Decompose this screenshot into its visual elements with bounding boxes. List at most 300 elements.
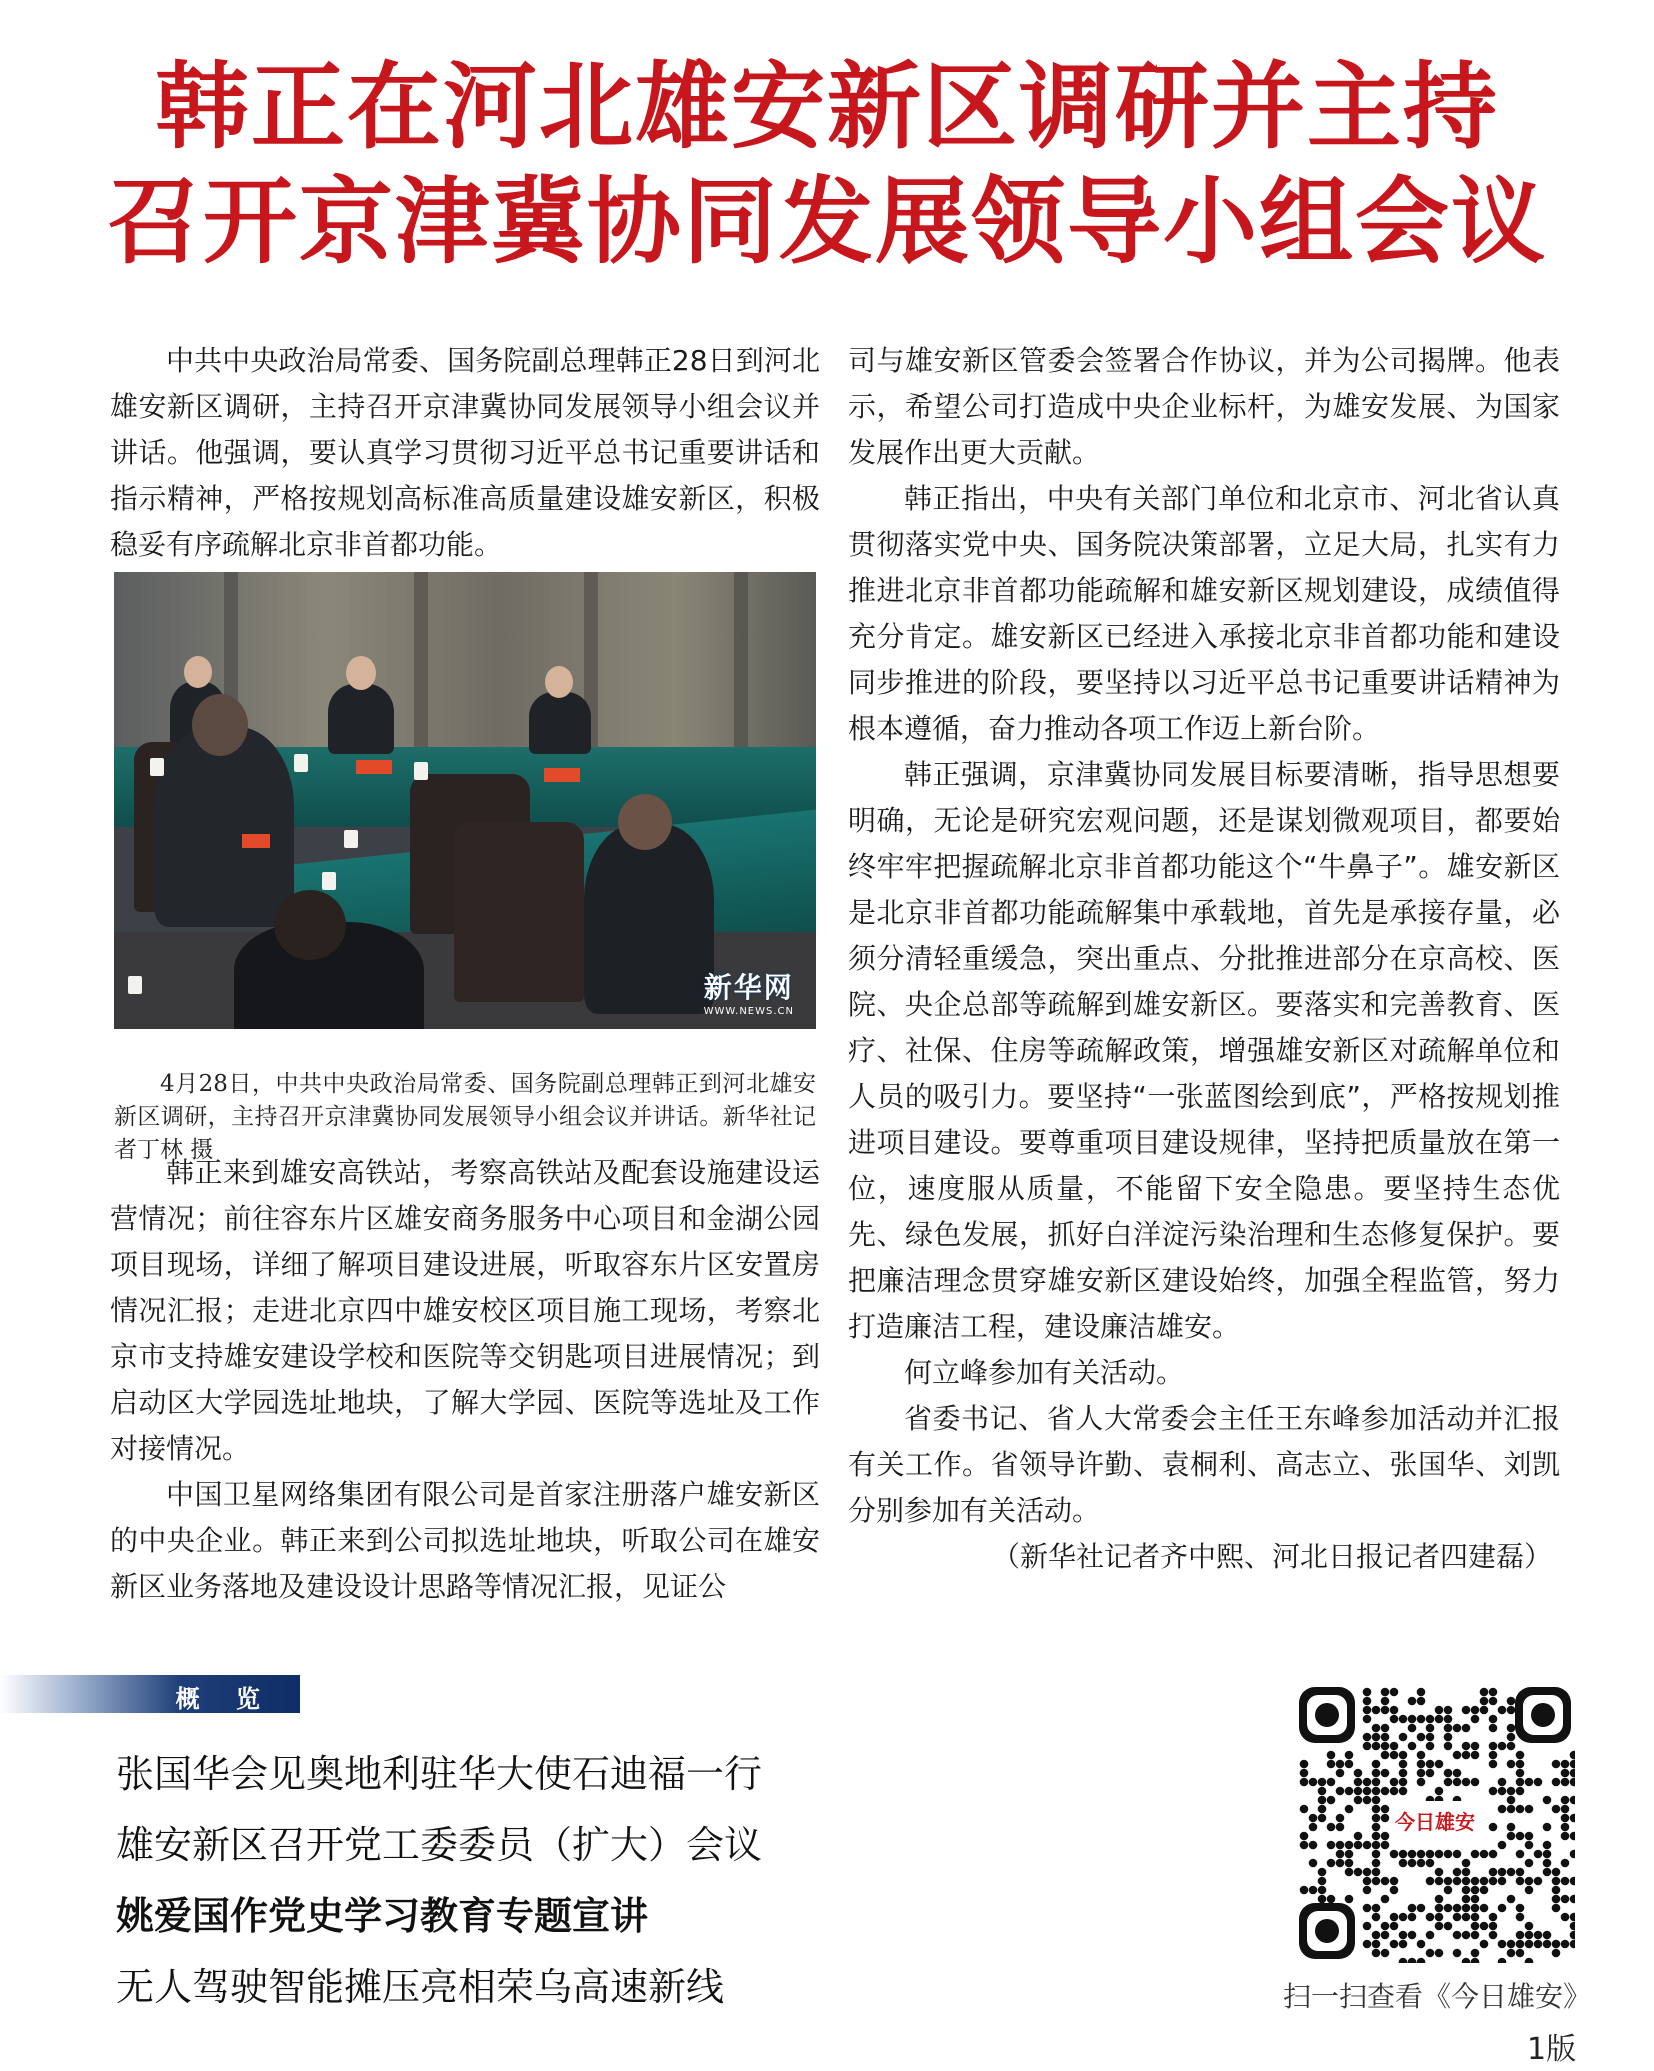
photo-caption: 4月28日，中共中央政治局常委、国务院副总理韩正到河北雄安新区调研，主持召开京津冀协同发展领导小组会议并讲话。新华社记者丁林 摄 <box>114 1071 816 1163</box>
qr-module <box>1399 1931 1408 1940</box>
photo-person <box>529 692 591 754</box>
qr-module <box>1372 1832 1381 1841</box>
qr-module <box>1471 1931 1480 1940</box>
qr-module <box>1408 1904 1417 1913</box>
qr-module <box>1390 1706 1399 1715</box>
qr-module <box>1372 1742 1381 1751</box>
qr-module <box>1372 1706 1381 1715</box>
qr-module <box>1516 1931 1525 1940</box>
qr-module <box>1444 1706 1453 1715</box>
qr-module <box>1336 1823 1345 1832</box>
qr-module <box>1345 1868 1354 1877</box>
qr-module <box>1381 1769 1390 1778</box>
qr-module <box>1399 1751 1408 1760</box>
qr-module <box>1363 1688 1372 1697</box>
qr-module <box>1426 1859 1435 1868</box>
qr-module <box>1507 1949 1516 1958</box>
qr-module <box>1498 1868 1507 1877</box>
qr-module <box>1381 1922 1390 1931</box>
qr-module <box>1561 1814 1570 1823</box>
qr-module <box>1444 1769 1453 1778</box>
qr-module <box>1444 1715 1453 1724</box>
overview-headline-link[interactable]: 张国华会见奥地利驻华大使石迪福一行 <box>116 1752 763 1796</box>
photo-cup <box>414 762 428 780</box>
qr-module <box>1318 1778 1327 1787</box>
qr-module <box>1489 1868 1498 1877</box>
qr-module <box>1471 1850 1480 1859</box>
qr-module <box>1561 1805 1570 1814</box>
qr-module <box>1363 1778 1372 1787</box>
overview-headline-link[interactable]: 姚爱国作党史学习教育专题宣讲 <box>116 1894 649 1938</box>
photo-name-card <box>242 834 270 848</box>
qr-module <box>1480 1904 1489 1913</box>
qr-module <box>1372 1877 1381 1886</box>
qr-module <box>1543 1850 1552 1859</box>
qr-module <box>1471 1877 1480 1886</box>
overview-headline-link[interactable]: 雄安新区召开党工委委员（扩大）会议 <box>116 1823 763 1867</box>
photo-watermark-text: 新华网 <box>703 971 794 1004</box>
qr-module <box>1480 1886 1489 1895</box>
qr-module <box>1534 1850 1543 1859</box>
qr-module <box>1462 1913 1471 1922</box>
qr-module <box>1390 1742 1399 1751</box>
qr-module <box>1399 1760 1408 1769</box>
qr-module <box>1498 1904 1507 1913</box>
qr-module <box>1417 1904 1426 1913</box>
qr-module <box>1462 1895 1471 1904</box>
qr-module <box>1390 1688 1399 1697</box>
overview-section-label <box>0 1675 300 1713</box>
photo-person-head <box>618 794 672 850</box>
qr-module <box>1561 1796 1570 1805</box>
photo-cup <box>344 830 358 848</box>
qr-module <box>1525 1805 1534 1814</box>
qr-module <box>1426 1769 1435 1778</box>
qr-module <box>1354 1832 1363 1841</box>
qr-module <box>1417 1940 1426 1949</box>
qr-module <box>1561 1823 1570 1832</box>
qr-module <box>1453 1877 1462 1886</box>
qr-module <box>1525 1931 1534 1940</box>
qr-code[interactable] <box>1295 1683 1575 1963</box>
qr-module <box>1336 1841 1345 1850</box>
qr-module <box>1381 1724 1390 1733</box>
qr-module <box>1327 1841 1336 1850</box>
qr-module <box>1327 1823 1336 1832</box>
qr-module <box>1444 1724 1453 1733</box>
qr-module <box>1354 1841 1363 1850</box>
qr-module <box>1534 1931 1543 1940</box>
qr-module <box>1552 1868 1561 1877</box>
qr-module <box>1399 1778 1408 1787</box>
qr-module <box>1435 1904 1444 1913</box>
photo-name-card <box>544 768 580 782</box>
qr-module <box>1372 1940 1381 1949</box>
photo-cup <box>294 754 308 772</box>
qr-module <box>1498 1742 1507 1751</box>
qr-module <box>1417 1769 1426 1778</box>
qr-module <box>1498 1778 1507 1787</box>
qr-module <box>1471 1895 1480 1904</box>
qr-module <box>1453 1949 1462 1958</box>
qr-module <box>1561 1769 1570 1778</box>
qr-module <box>1372 1949 1381 1958</box>
qr-module <box>1543 1859 1552 1868</box>
qr-module <box>1390 1913 1399 1922</box>
qr-module <box>1417 1697 1426 1706</box>
qr-module <box>1309 1814 1318 1823</box>
qr-module <box>1372 1769 1381 1778</box>
qr-module <box>1453 1751 1462 1760</box>
article-paragraph: 省委书记、省人大常委会主任王东峰参加活动并汇报有关工作。省领导许勤、袁桐利、高志立、张国华、刘凯分别参加有关活动。 <box>848 1402 1560 1527</box>
qr-module <box>1381 1742 1390 1751</box>
qr-module <box>1372 1850 1381 1859</box>
qr-module <box>1426 1877 1435 1886</box>
qr-module <box>1426 1724 1435 1733</box>
qr-module <box>1444 1922 1453 1931</box>
qr-module <box>1381 1877 1390 1886</box>
qr-module <box>1561 1895 1570 1904</box>
qr-module <box>1372 1787 1381 1796</box>
qr-module <box>1363 1706 1372 1715</box>
qr-module <box>1363 1742 1372 1751</box>
qr-module <box>1381 1895 1390 1904</box>
qr-module <box>1516 1805 1525 1814</box>
qr-module <box>1435 1787 1444 1796</box>
qr-module <box>1336 1850 1345 1859</box>
qr-module <box>1453 1769 1462 1778</box>
qr-module <box>1516 1868 1525 1877</box>
qr-module <box>1471 1904 1480 1913</box>
qr-module <box>1390 1778 1399 1787</box>
qr-module <box>1309 1841 1318 1850</box>
qr-module <box>1417 1760 1426 1769</box>
qr-module <box>1480 1877 1489 1886</box>
qr-module <box>1399 1769 1408 1778</box>
qr-module <box>1300 1841 1309 1850</box>
qr-module <box>1453 1931 1462 1940</box>
qr-module <box>1516 1850 1525 1859</box>
qr-module <box>1426 1850 1435 1859</box>
qr-module <box>1525 1841 1534 1850</box>
qr-module <box>1381 1814 1390 1823</box>
qr-module <box>1300 1760 1309 1769</box>
qr-module <box>1552 1805 1561 1814</box>
qr-module <box>1471 1742 1480 1751</box>
photo-person-head <box>184 656 212 688</box>
article-paragraph: 中国卫星网络集团有限公司是首家注册落户雄安新区的中央企业。韩正来到公司拟选址地块，听取公司在雄安新区业务落地及建设设计思路等情况汇报，见证公 <box>110 1478 820 1603</box>
qr-module <box>1561 1877 1570 1886</box>
qr-module <box>1552 1949 1561 1958</box>
qr-module <box>1435 1949 1444 1958</box>
photo-cup <box>150 758 164 776</box>
photo-person <box>584 824 714 1014</box>
qr-module <box>1372 1931 1381 1940</box>
qr-module <box>1381 1931 1390 1940</box>
qr-module <box>1507 1805 1516 1814</box>
qr-module <box>1552 1904 1561 1913</box>
qr-module <box>1444 1904 1453 1913</box>
qr-module <box>1453 1778 1462 1787</box>
qr-module <box>1435 1913 1444 1922</box>
article-paragraph: 韩正来到雄安高铁站，考察高铁站及配套设施建设运营情况；前往容东片区雄安商务服务中心项目和金湖公园项目现场，详细了解项目建设进展，听取容东片区安置房情况汇报；走进北京四中雄安校区项目施工现场，考察北京市支持雄安建设学校和医院等交钥匙项目进展情况；到启动区大学园选址地块，了解大学园、医院等选址及工作对接情况。 <box>110 1156 820 1465</box>
article-paragraph: 韩正强调，京津冀协同发展目标要清晰，指导思想要明确，无论是研究宏观问题，还是谋划微观项目，都要始终牢牢把握疏解北京非首都功能这个“牛鼻子”。雄安新区是北京非首都功能疏解集中承载地，首先是承接存量，必须分清轻重缓急，突出重点、分批推进部分在京高校、医院、央企总部等疏解到雄安新区。要落实和完善教育、医疗、社保、住房等疏解政策，增强雄安新区对疏解单位和人员的吸引力。要坚持“一张蓝图绘到底”，严格按规划推进项目建设。要尊重项目建设规律，坚持把质量放在第一位，速度服从质量，不能留下安全隐患。要坚持生态优先、绿色发展，抓好白洋淀污染治理和生态修复保护。要把廉洁理念贯穿雄安新区建设始终，加强全程监管，努力打造廉洁工程，建设廉洁雄安。 <box>848 758 1560 1343</box>
qr-module <box>1372 1778 1381 1787</box>
qr-module <box>1471 1913 1480 1922</box>
photo-cup <box>128 976 142 994</box>
qr-module <box>1453 1850 1462 1859</box>
qr-module <box>1498 1877 1507 1886</box>
qr-module <box>1543 1796 1552 1805</box>
qr-module <box>1561 1859 1570 1868</box>
qr-module <box>1507 1733 1516 1742</box>
qr-module <box>1462 1868 1471 1877</box>
article-paragraph: 何立峰参加有关活动。 <box>904 1356 1185 1389</box>
photo-name-card <box>356 760 392 774</box>
qr-module <box>1552 1778 1561 1787</box>
qr-module <box>1552 1886 1561 1895</box>
qr-module <box>1309 1823 1318 1832</box>
qr-module <box>1471 1886 1480 1895</box>
qr-module <box>1462 1778 1471 1787</box>
qr-module <box>1489 1823 1498 1832</box>
qr-module <box>1453 1868 1462 1877</box>
qr-module <box>1462 1724 1471 1733</box>
qr-module <box>1300 1886 1309 1895</box>
qr-module <box>1354 1868 1363 1877</box>
qr-caption: 扫一扫查看《今日雄安》 <box>1283 1980 1592 2013</box>
qr-module <box>1489 1922 1498 1931</box>
qr-module <box>1408 1715 1417 1724</box>
qr-module <box>1489 1688 1498 1697</box>
qr-module <box>1507 1796 1516 1805</box>
qr-module <box>1336 1814 1345 1823</box>
qr-module <box>1390 1922 1399 1931</box>
qr-module <box>1417 1778 1426 1787</box>
photo-watermark <box>704 966 794 1017</box>
qr-module <box>1489 1931 1498 1940</box>
qr-module <box>1390 1850 1399 1859</box>
qr-module <box>1399 1715 1408 1724</box>
qr-finder-top-left <box>1299 1687 1355 1743</box>
qr-module <box>1408 1913 1417 1922</box>
qr-module <box>1363 1796 1372 1805</box>
photo-person-head <box>545 666 573 698</box>
qr-module <box>1408 1742 1417 1751</box>
qr-module <box>1354 1787 1363 1796</box>
qr-module <box>1489 1715 1498 1724</box>
overview-label-text: 概 览 <box>175 1685 274 1713</box>
qr-module <box>1543 1940 1552 1949</box>
qr-module <box>1480 1697 1489 1706</box>
qr-module <box>1543 1868 1552 1877</box>
qr-module <box>1336 1769 1345 1778</box>
qr-module <box>1354 1778 1363 1787</box>
photo-person <box>328 684 394 754</box>
qr-module <box>1480 1706 1489 1715</box>
qr-module <box>1354 1769 1363 1778</box>
article-right-column <box>848 338 1560 1580</box>
qr-module <box>1417 1688 1426 1697</box>
article-left-column-bottom <box>110 1150 820 1610</box>
qr-module <box>1444 1733 1453 1742</box>
qr-module <box>1327 1760 1336 1769</box>
qr-module <box>1525 1922 1534 1931</box>
qr-module <box>1507 1868 1516 1877</box>
qr-module <box>1327 1895 1336 1904</box>
qr-module <box>1471 1751 1480 1760</box>
qr-module <box>1444 1778 1453 1787</box>
overview-headline-link[interactable]: 无人驾驶智能摊压亮相荣乌高速新线 <box>116 1965 725 2009</box>
qr-module <box>1372 1724 1381 1733</box>
qr-module <box>1327 1796 1336 1805</box>
qr-module <box>1408 1697 1417 1706</box>
qr-module <box>1318 1796 1327 1805</box>
qr-module <box>1363 1733 1372 1742</box>
qr-module <box>1417 1751 1426 1760</box>
qr-module <box>1318 1814 1327 1823</box>
qr-module <box>1462 1859 1471 1868</box>
qr-module <box>1381 1733 1390 1742</box>
qr-module <box>1462 1886 1471 1895</box>
qr-module <box>1408 1931 1417 1940</box>
qr-module <box>1381 1787 1390 1796</box>
photo-person-head <box>346 656 376 690</box>
photo-person-head <box>192 694 248 756</box>
page-number: 1版 <box>1527 2032 1577 2067</box>
headline-line-1: 韩正在河北雄安新区调研并主持 <box>154 52 1499 162</box>
qr-module <box>1381 1688 1390 1697</box>
qr-module <box>1363 1868 1372 1877</box>
qr-module <box>1489 1787 1498 1796</box>
qr-module <box>1417 1859 1426 1868</box>
qr-module <box>1390 1787 1399 1796</box>
qr-module <box>1435 1922 1444 1931</box>
qr-module <box>1471 1949 1480 1958</box>
article-paragraph: 韩正指出，中央有关部门单位和北京市、河北省认真贯彻落实党中央、国务院决策部署，立足大局，扎实有力推进北京非首都功能疏解和雄安新区规划建设，成绩值得充分肯定。雄安新区已经进入承接北京非首都功能和建设同步推进的阶段，要坚持以习近平总书记重要讲话精神为根本遵循，奋力推动各项工作迈上新台阶。 <box>848 482 1560 745</box>
qr-module <box>1552 1940 1561 1949</box>
qr-module <box>1417 1715 1426 1724</box>
qr-module <box>1327 1751 1336 1760</box>
qr-module <box>1300 1805 1309 1814</box>
qr-module <box>1498 1787 1507 1796</box>
qr-module <box>1507 1823 1516 1832</box>
qr-module <box>1435 1895 1444 1904</box>
qr-module <box>1561 1913 1570 1922</box>
qr-module <box>1399 1850 1408 1859</box>
qr-finder-bottom-left <box>1299 1903 1355 1959</box>
qr-module <box>1498 1706 1507 1715</box>
qr-module <box>1327 1778 1336 1787</box>
qr-module <box>1471 1715 1480 1724</box>
qr-module <box>1561 1832 1570 1841</box>
qr-module <box>1408 1850 1417 1859</box>
qr-module <box>1399 1940 1408 1949</box>
qr-module <box>1435 1706 1444 1715</box>
qr-module <box>1363 1922 1372 1931</box>
qr-module <box>1489 1877 1498 1886</box>
qr-module <box>1561 1940 1570 1949</box>
qr-module <box>1363 1715 1372 1724</box>
qr-module <box>1363 1886 1372 1895</box>
qr-module <box>1444 1886 1453 1895</box>
qr-module <box>1363 1940 1372 1949</box>
qr-module <box>1507 1787 1516 1796</box>
qr-module <box>1498 1940 1507 1949</box>
qr-module <box>1507 1895 1516 1904</box>
qr-module <box>1390 1751 1399 1760</box>
qr-module <box>1462 1877 1471 1886</box>
qr-module <box>1561 1760 1570 1769</box>
qr-module <box>1462 1706 1471 1715</box>
qr-module <box>1345 1859 1354 1868</box>
qr-module <box>1462 1742 1471 1751</box>
qr-module <box>1444 1877 1453 1886</box>
qr-module <box>1498 1841 1507 1850</box>
qr-module <box>1363 1787 1372 1796</box>
qr-module <box>1345 1760 1354 1769</box>
photo-person-head <box>274 890 346 960</box>
qr-module <box>1525 1859 1534 1868</box>
qr-module <box>1444 1850 1453 1859</box>
qr-module <box>1309 1778 1318 1787</box>
qr-module <box>1435 1760 1444 1769</box>
qr-module <box>1399 1859 1408 1868</box>
qr-module <box>1552 1877 1561 1886</box>
qr-module <box>1534 1940 1543 1949</box>
qr-module <box>1489 1742 1498 1751</box>
qr-module <box>1426 1715 1435 1724</box>
photo-watermark-url: WWW.NEWS.CN <box>703 1006 794 1017</box>
qr-module <box>1489 1913 1498 1922</box>
qr-module <box>1507 1742 1516 1751</box>
qr-module <box>1318 1868 1327 1877</box>
qr-module <box>1300 1769 1309 1778</box>
qr-module <box>1399 1733 1408 1742</box>
qr-module <box>1381 1697 1390 1706</box>
qr-module <box>1507 1706 1516 1715</box>
qr-center-text: 今日雄安 <box>1395 1810 1475 1834</box>
qr-module <box>1390 1877 1399 1886</box>
qr-module <box>1354 1796 1363 1805</box>
qr-module <box>1372 1823 1381 1832</box>
qr-module <box>1399 1913 1408 1922</box>
qr-module <box>1345 1805 1354 1814</box>
qr-module <box>1498 1805 1507 1814</box>
qr-module <box>1345 1841 1354 1850</box>
qr-module <box>1426 1949 1435 1958</box>
qr-module <box>1372 1859 1381 1868</box>
qr-module <box>1489 1724 1498 1733</box>
qr-module <box>1453 1904 1462 1913</box>
qr-module <box>1345 1751 1354 1760</box>
qr-module <box>1543 1823 1552 1832</box>
qr-module <box>1480 1922 1489 1931</box>
qr-module <box>1534 1877 1543 1886</box>
qr-module <box>1390 1886 1399 1895</box>
qr-module <box>1426 1931 1435 1940</box>
qr-module <box>1390 1940 1399 1949</box>
qr-module <box>1516 1787 1525 1796</box>
qr-module <box>1336 1787 1345 1796</box>
photo-person <box>154 727 294 927</box>
qr-module <box>1480 1850 1489 1859</box>
qr-module <box>1507 1697 1516 1706</box>
qr-module <box>1525 1886 1534 1895</box>
qr-module <box>1381 1706 1390 1715</box>
qr-module <box>1471 1778 1480 1787</box>
qr-module <box>1318 1886 1327 1895</box>
